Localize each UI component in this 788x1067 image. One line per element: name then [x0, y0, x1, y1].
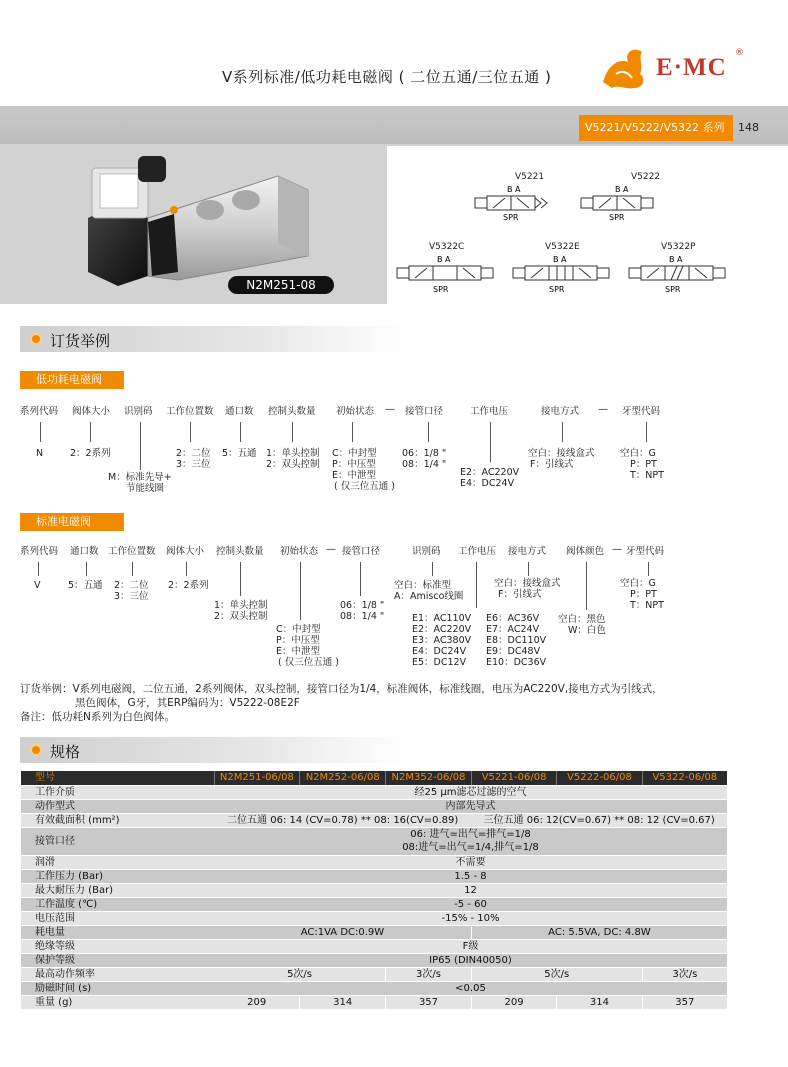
st-ports-value: 5：五通: [68, 580, 103, 591]
spec-header-row: [21, 771, 727, 785]
svg-text:B A: B A: [669, 255, 683, 264]
st-dash-2: —: [612, 544, 622, 555]
st-heads-value-2: 2：双头控制: [214, 611, 268, 622]
solenoid-valve-product-icon: [78, 148, 358, 288]
spec-row-voltage-range: [21, 911, 727, 925]
spec-label: 最高动作频率: [21, 967, 214, 981]
st-color-value-1: 空白：黑色: [558, 614, 606, 625]
spec-label: 励磁时间 (s): [21, 981, 214, 995]
spec-col-n2m252: N2M252-06/08: [300, 771, 386, 785]
svg-text:SPR: SPR: [503, 213, 519, 222]
st-size-value: 2：2系列: [168, 580, 209, 591]
st-series-value: V: [34, 580, 41, 591]
spec-value-line: 08:进气=出气=1/4,排气=1/8: [402, 842, 539, 853]
st-ident-value-1: 空白：标准型: [394, 580, 452, 591]
svg-text:SPR: SPR: [609, 213, 625, 222]
st-voltage-right-1: E6：AC36V: [486, 613, 540, 624]
st-pipe-value-1: 06：1/8 ": [340, 600, 385, 611]
lp-header-series: 系列代码: [20, 406, 59, 417]
registered-mark: ®: [735, 48, 744, 58]
st-wiring-value-2: F：引线式: [498, 589, 542, 600]
spec-value: 1.5 - 8: [214, 869, 727, 883]
svg-text:B A: B A: [553, 255, 567, 264]
lp-heads-value-1: 1：单头控制: [266, 448, 320, 459]
st-state-value-2: P：中压型: [276, 635, 320, 646]
st-header-pipe: 接管口径: [342, 546, 381, 557]
bullet-dot-icon: [30, 333, 42, 345]
spec-value: 不需要: [214, 855, 727, 869]
st-voltage-right-2: E7：AC24V: [486, 624, 540, 635]
spec-value: 357: [642, 995, 727, 1009]
spec-value: IP65 (DIN40050): [214, 953, 727, 967]
valve-symbol-v5221-icon: [469, 182, 559, 222]
lp-size-value: 2：2系列: [70, 448, 111, 459]
st-thread-value-2: P：PT: [630, 589, 657, 600]
spec-label: 工作温度 (℃): [21, 897, 214, 911]
spec-value: AC:1VA DC:0.9W: [214, 925, 471, 939]
spec-col-n2m251: N2M251-06/08: [214, 771, 300, 785]
svg-text:SPR: SPR: [665, 285, 681, 294]
lp-state-value-1: C：中封型: [332, 448, 377, 459]
spec-label: 工作介质: [21, 785, 214, 799]
spec-row-temp: [21, 897, 727, 911]
valve-symbol-v5322p-icon: [625, 252, 735, 296]
lp-voltage-value-2: E4：DC24V: [460, 478, 515, 489]
page-number: 148: [738, 121, 759, 134]
lp-header-ident: 识别码: [124, 406, 153, 417]
specs-section-title: 规格: [50, 743, 81, 761]
svg-text:B A: B A: [507, 185, 521, 194]
spec-label: 接管口径: [21, 827, 214, 855]
spec-value: 三位五通 06: 12(CV=0.67) ** 08: 12 (CV=0.67): [471, 813, 727, 827]
symbol-v5222-name: V5222: [631, 172, 661, 182]
spec-label: 耗电量: [21, 925, 214, 939]
order-example-line-1: 订货举例：V系列电磁阀，二位五通，2系列阀体，双头控制，接管口径为1/4，标准阀体，标准线圈，电压为AC220V,接电方式为引线式，: [20, 683, 663, 695]
lp-header-voltage: 工作电压: [470, 406, 509, 417]
spec-row-power: [21, 925, 727, 939]
lp-header-size: 阀体大小: [72, 406, 111, 417]
spec-label: 电压范围: [21, 911, 214, 925]
st-voltage-right-4: E9：DC48V: [486, 646, 541, 657]
spec-row-protection: [21, 953, 727, 967]
valve-symbol-v5322e-icon: [509, 252, 619, 296]
lp-header-positions: 工作位置数: [166, 406, 214, 417]
spec-label: 重量 (g): [21, 995, 214, 1009]
spec-row-lube: [21, 855, 727, 869]
st-thread-value-1: 空白：G: [620, 578, 656, 589]
spec-label: 有效截面积 (mm²): [21, 813, 214, 827]
lp-heads-value-2: 2：双头控制: [266, 459, 320, 470]
spec-row-weight: [21, 995, 727, 1009]
spec-row-frequency: [21, 967, 727, 981]
st-thread-value-3: T：NPT: [630, 600, 664, 611]
spec-table: [21, 771, 727, 1010]
lp-positions-value-1: 2：二位: [176, 448, 211, 459]
lp-thread-value-1: 空白：G: [620, 448, 656, 459]
spec-row-pipe: [21, 827, 727, 855]
st-header-ports: 通口数: [70, 546, 99, 557]
st-header-color: 阀体颜色: [566, 546, 605, 557]
spec-row-max-pressure: [21, 883, 727, 897]
st-positions-value-2: 3：三位: [114, 591, 149, 602]
st-voltage-left-4: E4：DC24V: [412, 646, 467, 657]
ordering-section-title: 订货举例: [50, 332, 111, 350]
spec-label: 最大耐压力 (Bar): [21, 883, 214, 897]
lp-state-value-4: ( 仅三位五通 ): [334, 481, 395, 492]
st-voltage-left-5: E5：DC12V: [412, 657, 467, 668]
st-voltage-left-3: E3：AC380V: [412, 635, 472, 646]
spec-value: [214, 827, 727, 855]
lp-header-ports: 通口数: [225, 406, 254, 417]
st-heads-value-1: 1：单头控制: [214, 600, 268, 611]
svg-text:SPR: SPR: [433, 285, 449, 294]
lp-thread-value-3: T：NPT: [630, 470, 664, 481]
spec-value: -5 - 60: [214, 897, 727, 911]
spec-row-medium: [21, 785, 727, 799]
spec-col-model: 型号: [21, 771, 214, 785]
spec-value: 209: [214, 995, 300, 1009]
st-dash-1: —: [326, 544, 336, 555]
spec-col-v5222: V5222-06/08: [557, 771, 642, 785]
st-header-wiring: 接电方式: [508, 546, 547, 557]
st-ident-value-2: A：Amisco线圈: [394, 591, 464, 602]
valve-symbol-v5322c-icon: [393, 252, 503, 296]
symbol-v5322e-name: V5322E: [545, 242, 580, 252]
spec-value-line: 06: 进气=出气=排气=1/8: [410, 829, 531, 840]
spec-value: 357: [386, 995, 472, 1009]
svg-text:SPR: SPR: [549, 285, 565, 294]
lp-wiring-value-1: 空白：接线盒式: [528, 448, 595, 459]
spec-value: F级: [214, 939, 727, 953]
spec-value: 314: [300, 995, 386, 1009]
lp-wiring-value-2: F：引线式: [530, 459, 574, 470]
lp-header-state: 初始状态: [336, 406, 375, 417]
lp-header-pipe: 接管口径: [405, 406, 444, 417]
st-header-ident: 识别码: [412, 546, 441, 557]
product-model-label: N2M251-08: [228, 276, 334, 294]
valve-symbol-v5222-icon: [575, 182, 665, 222]
lp-dash-2: —: [598, 404, 608, 415]
st-pipe-value-2: 08：1/4 ": [340, 611, 385, 622]
spec-value: <0.05: [214, 981, 727, 995]
lp-voltage-value-1: E2：AC220V: [460, 467, 520, 478]
series-tab: V5221/V5222/V5322 系列: [579, 115, 733, 141]
st-header-state: 初始状态: [280, 546, 319, 557]
st-state-value-3: E：中泄型: [276, 646, 321, 657]
st-header-series: 系列代码: [20, 546, 59, 557]
lp-header-thread: 牙型代码: [622, 406, 661, 417]
spec-value: 经25 μm滤芯过滤的空气: [214, 785, 727, 799]
lp-positions-value-2: 3：三位: [176, 459, 211, 470]
st-header-heads: 控制头数量: [216, 546, 264, 557]
lp-dash-1: —: [385, 404, 395, 415]
spec-row-excite: [21, 981, 727, 995]
spec-col-n2m352: N2M352-06/08: [386, 771, 472, 785]
spec-value: -15% - 10%: [214, 911, 727, 925]
brand-name: E·MC: [656, 54, 727, 81]
st-voltage-left-2: E2：AC220V: [412, 624, 472, 635]
spec-value: 二位五通 06: 14 (CV=0.78) ** 08: 16(CV=0.89): [214, 813, 471, 827]
spec-value: 3次/s: [642, 967, 727, 981]
spec-value: 314: [557, 995, 642, 1009]
spec-value: 内部先导式: [214, 799, 727, 813]
lp-state-value-2: P：中压型: [332, 459, 376, 470]
spec-row-insulation: [21, 939, 727, 953]
order-example-line-2: 黑色阀体，G牙，其ERP编码为：V5222-08E2F: [75, 697, 300, 709]
specs-section-header: [20, 737, 410, 763]
spec-value: 209: [471, 995, 556, 1009]
symbol-v5322c-name: V5322C: [429, 242, 465, 252]
spec-label: 工作压力 (Bar): [21, 869, 214, 883]
spec-label: 绝缘等级: [21, 939, 214, 953]
st-state-value-4: ( 仅三位五通 ): [278, 657, 339, 668]
lp-ident-value-1: M：标准先导+: [108, 472, 172, 483]
spec-row-area: [21, 813, 727, 827]
low-power-tag: 低功耗电磁阀: [20, 371, 124, 389]
st-wiring-value-1: 空白：接线盒式: [494, 578, 561, 589]
lp-thread-value-2: P：PT: [630, 459, 657, 470]
lp-state-value-3: E：中泄型: [332, 470, 377, 481]
lp-pipe-value-1: 06：1/8 ": [402, 448, 447, 459]
symbol-v5221-name: V5221: [515, 172, 545, 182]
spec-label: 保护等级: [21, 953, 214, 967]
st-state-value-1: C：中封型: [276, 624, 321, 635]
spec-label: 润滑: [21, 855, 214, 869]
lp-ident-value-2: 节能线圈: [126, 483, 165, 494]
lp-header-wiring: 接电方式: [541, 406, 580, 417]
ordering-section-header: [20, 326, 410, 352]
st-positions-value-1: 2：二位: [114, 580, 149, 591]
remark-note: 备注：低功耗N系列为白色阀体。: [20, 711, 175, 723]
svg-text:B A: B A: [437, 255, 451, 264]
lp-pipe-value-2: 08：1/4 ": [402, 459, 447, 470]
spec-col-v5221: V5221-06/08: [471, 771, 556, 785]
lp-ports-value: 5：五通: [222, 448, 257, 459]
spec-value: 5次/s: [214, 967, 386, 981]
st-color-value-2: W：白色: [568, 625, 606, 636]
spec-value: 12: [214, 883, 727, 897]
page-title: V系列标准/低功耗电磁阀 ( 二位五通/三位五通 ): [222, 68, 552, 86]
lp-series-value: N: [36, 448, 44, 459]
svg-text:B A: B A: [615, 185, 629, 194]
spec-value: 5次/s: [471, 967, 642, 981]
st-voltage-right-5: E10：DC36V: [486, 657, 547, 668]
spec-row-action: [21, 799, 727, 813]
lp-header-heads: 控制头数量: [268, 406, 316, 417]
st-voltage-right-3: E8：DC110V: [486, 635, 547, 646]
standard-tag: 标准电磁阀: [20, 513, 124, 531]
spec-col-v5322: V5322-06/08: [642, 771, 727, 785]
bullet-dot-icon: [30, 744, 42, 756]
st-header-voltage: 工作电压: [458, 546, 497, 557]
spec-value: AC: 5.5VA, DC: 4.8W: [471, 925, 727, 939]
st-header-thread: 牙型代码: [626, 546, 665, 557]
spec-label: 动作型式: [21, 799, 214, 813]
st-header-size: 阀体大小: [166, 546, 205, 557]
valve-symbols-panel: [387, 146, 788, 306]
st-voltage-left-1: E1：AC110V: [412, 613, 472, 624]
st-header-positions: 工作位置数: [108, 546, 156, 557]
spec-value: 3次/s: [386, 967, 472, 981]
spec-row-pressure: [21, 869, 727, 883]
symbol-v5322p-name: V5322P: [661, 242, 696, 252]
